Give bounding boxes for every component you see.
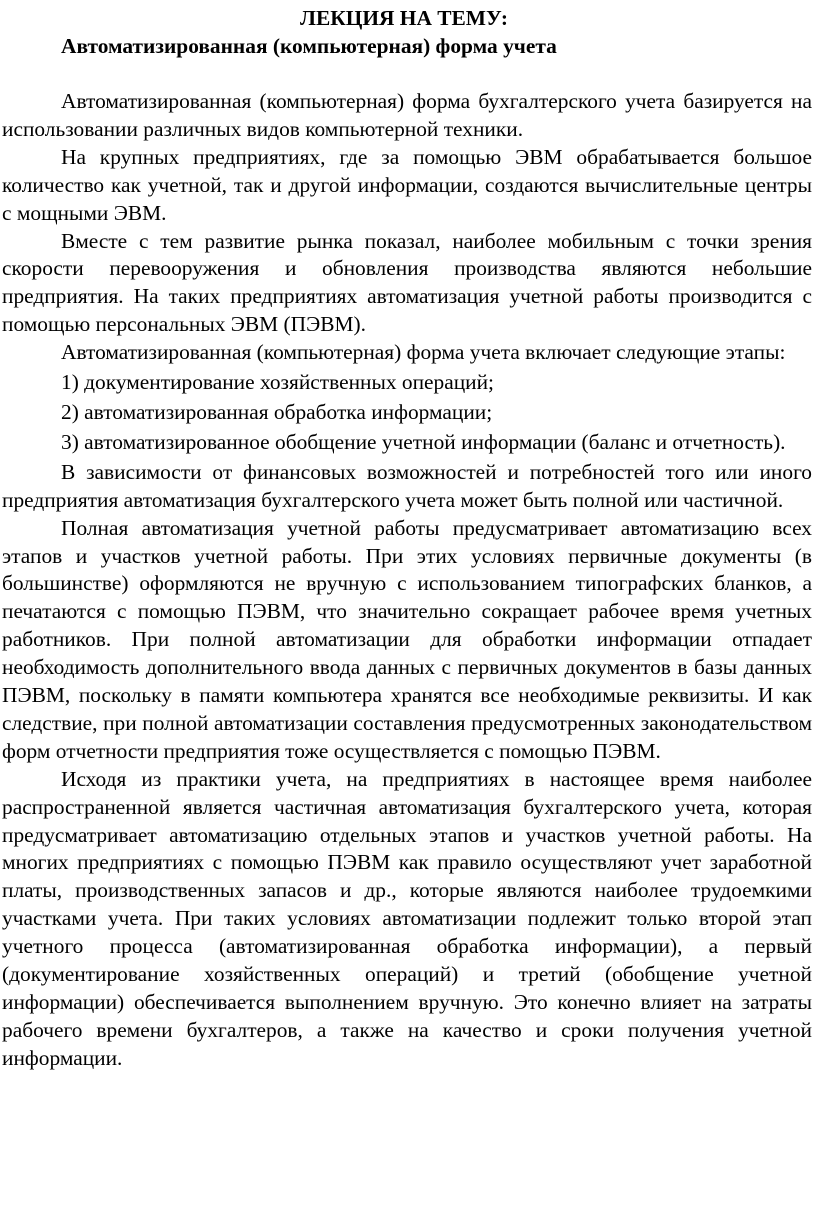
paragraph: Автоматизированная (компьютерная) форма учета включает следующие этапы:	[61, 340, 786, 365]
paragraph: Автоматизированная (компьютерная) форма бухгалтерского учета базируется на использовании различных видов компьютерной техники.	[2, 89, 812, 141]
paragraph: Полная автоматизация учетной работы предусматривает автоматизацию всех этапов и участков учетной работы. При этих условиях первичные документы (в большинстве) оформляются не вручную с использованием типографских бланков, а печатаются с помощью ПЭВМ, что значительно сокращает рабочее время учетных работников. При полной автоматизации для обработки информации отпадает необходимость дополнительного ввода данных с первичных документов в базы данных ПЭВМ, поскольку в памяти компьютера хранятся все необходимые реквизиты. И как следствие, при полной автоматизации составления предусмотренных законодательством форм отчетности предприятия тоже осуществляется с помощью ПЭВМ.	[2, 515, 812, 763]
paragraph: Вместе с тем развитие рынка показал, наиболее мобильным с точки зрения скорости перевооружения и обновления производства являются небольшие предприятия. На таких предприятиях автоматизация учетной работы производится с помощью персональных ЭВМ (ПЭВМ).	[2, 228, 812, 337]
paragraph: На крупных предприятиях, где за помощью ЭВМ обрабатывается большое количество как учетной, так и другой информации, создаются вычислительные центры с мощными ЭВМ.	[2, 144, 812, 225]
lecture-subtitle: Автоматизированная (компьютерная) форма учета	[61, 34, 557, 58]
list-item: 2) автоматизированная обработка информации;	[61, 399, 493, 424]
paragraph: Исходя из практики учета, на предприятиях в настоящее время наиболее распространенной является частичная автоматизация бухгалтерского учета, которая предусматривает автоматизацию отдельных этапов и участков учетной работы. На многих предприятиях с помощью ПЭВМ как правило осуществляют учет заработной платы, производственных запасов и др., которые являются наиболее трудоемкими участками учета. При таких условиях автоматизации подлежит только второй этап учетного процесса (автоматизированная обработка информации), а первый (документирование хозяйственных операций) и третий (обобщение учетной информации) обеспечивается выполнением вручную. Это конечно влияет на затраты рабочего времени бухгалтеров, а также на качество и сроки получения учетной информации.	[2, 766, 812, 1070]
lecture-title: ЛЕКЦИЯ НА ТЕМУ:	[300, 6, 508, 30]
paragraph: В зависимости от финансовых возможностей и потребностей того или иного предприятия автоматизация бухгалтерского учета может быть полной или частичной.	[2, 459, 812, 512]
list-item: 1) документирование хозяйственных операций;	[61, 370, 495, 395]
list-item: 3) автоматизированное обобщение учетной информации (баланс и отчетность).	[61, 429, 786, 454]
